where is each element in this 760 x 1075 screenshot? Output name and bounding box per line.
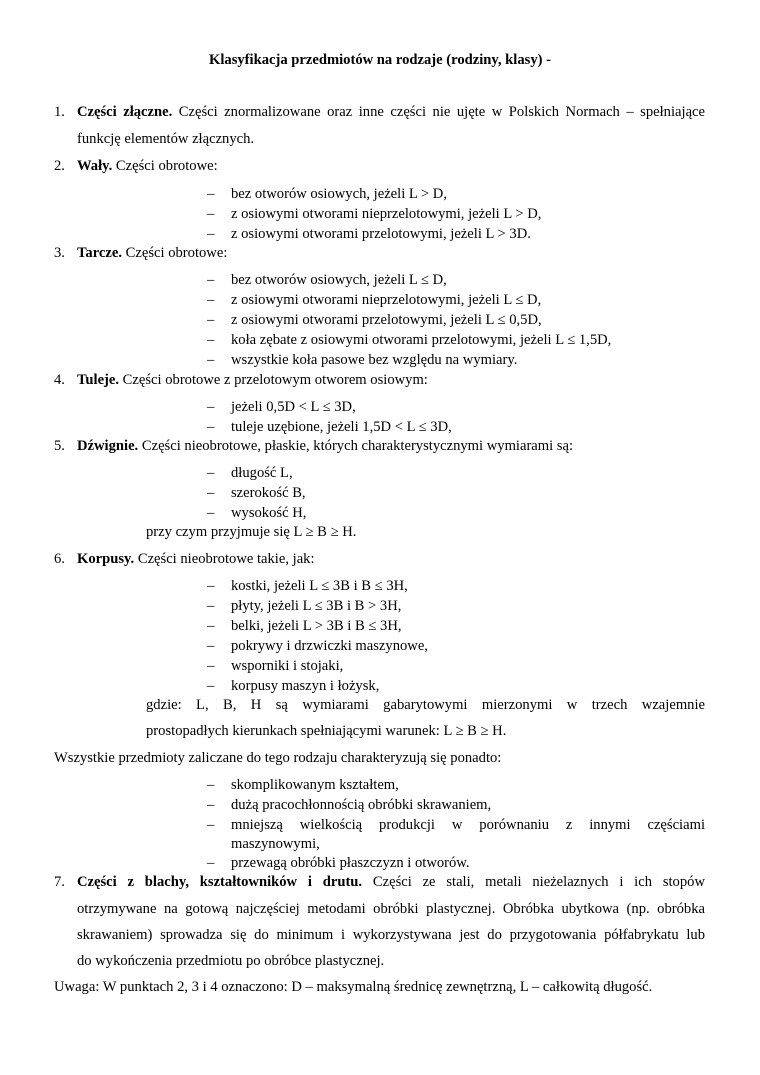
general-intro: Wszystkie przedmioty zaliczane do tego rodzaju charakteryzują się ponadto: [54,750,502,766]
section-7-line-4: do wykończenia przedmiotu po obróbce plastycznej. [77,953,385,969]
section-4-text: Części obrotowe z przelotowym otworem osiowym: [119,372,428,388]
section-2-text: Części obrotowe: [112,158,218,174]
bullet-dash: – [207,352,215,368]
bullet-dash: – [207,598,215,614]
list-item: bez otworów osiowych, jeżeli L ≤ D, [231,272,447,288]
section-6-line [77,551,315,568]
bullet-dash: – [207,505,215,521]
list-item: szerokość B, [231,485,306,501]
section-3-number: 3. [54,245,65,261]
section-5-heading: Dźwignie. [77,438,139,454]
bullet-dash: – [207,226,215,242]
list-item: płyty, jeżeli L ≤ 3B i B > 3H, [231,598,402,614]
section-1-text: Części znormalizowane oraz inne części nie ujęte w Polskich Normach – spełniające [172,104,705,120]
bullet-dash: – [207,272,215,288]
section-5-note: przy czym przyjmuje się L ≥ B ≥ H. [146,524,357,540]
list-item: tuleje uzębione, jeżeli 1,5D < L ≤ 3D, [231,419,452,435]
list-item: z osiowymi otworami przelotowymi, jeżeli L ≤ 0,5D, [231,312,542,328]
section-7-heading: Części z blachy, kształtowników i drutu. [77,874,363,890]
bullet-dash: – [207,817,215,833]
list-item: pokrywy i drzwiczki maszynowe, [231,638,428,654]
bullet-dash: – [207,678,215,694]
bullet-dash: – [207,399,215,415]
bullet-dash: – [207,332,215,348]
bullet-dash: – [207,618,215,634]
bullet-dash: – [207,777,215,793]
section-7-line-2: otrzymywane na gotową najczęściej metodami obróbki plastycznej. Obróbka ubytkowa (np. obróbka [77,901,705,917]
section-7-number: 7. [54,874,65,890]
list-item: wsporniki i stojaki, [231,658,344,674]
section-2-line [77,158,218,175]
section-5-line [77,438,573,455]
list-item: z osiowymi otworami przelotowymi, jeżeli L > 3D. [231,226,531,242]
bullet-dash: – [207,206,215,222]
list-item: mniejszą wielkością produkcji w porównaniu z innymi częściami [231,817,705,833]
section-6-number: 6. [54,551,65,567]
section-3-line [77,245,227,262]
section-7-line-1 [77,874,705,891]
remark: Uwaga: W punktach 2, 3 i 4 oznaczono: D – maksymalną średnicę zewnętrzną, L – całkowitą długość. [54,979,653,995]
section-7-line-3: skrawaniem) sprowadza się do minimum i wykorzystywana jest do przygotowania półfabrykatu lub [77,927,705,943]
section-1-number: 1. [54,104,65,120]
section-2-heading: Wały. [77,158,113,174]
list-item: przewagą obróbki płaszczyzn i otworów. [231,855,470,871]
bullet-dash: – [207,485,215,501]
list-item: wszystkie koła pasowe bez względu na wymiary. [231,352,518,368]
bullet-dash: – [207,658,215,674]
list-item-continuation: maszynowymi, [231,836,320,852]
section-6-note-line-1: gdzie: L, B, H są wymiarami gabarytowymi mierzonymi w trzech wzajemnie [146,697,705,713]
bullet-dash: – [207,419,215,435]
list-item: dużą pracochłonnością obróbki skrawaniem, [231,797,492,813]
section-6-note-line-2: prostopadłych kierunkach spełniającymi warunek: L ≥ B ≥ H. [146,723,507,739]
bullet-dash: – [207,797,215,813]
document-title: Klasyfikacja przedmiotów na rodzaje (rodziny, klasy) - [209,52,551,68]
bullet-dash: – [207,292,215,308]
list-item: koła zębate z osiowymi otworami przelotowymi, jeżeli L ≤ 1,5D, [231,332,612,348]
section-3-text: Części obrotowe: [122,245,228,261]
bullet-dash: – [207,312,215,328]
list-item: z osiowymi otworami nieprzelotowymi, jeżeli L ≤ D, [231,292,542,308]
section-1-line-2: funkcję elementów złącznych. [77,131,255,147]
list-item: długość L, [231,465,293,481]
section-4-number: 4. [54,372,65,388]
list-item: jeżeli 0,5D < L ≤ 3D, [231,399,356,415]
section-4-line [77,372,428,389]
section-7-text: Części ze stali, metali nieżelaznych i ich stopów [362,874,705,890]
list-item: wysokość H, [231,505,307,521]
section-5-text: Części nieobrotowe, płaskie, których charakterystycznymi wymiarami są: [138,438,574,454]
section-5-number: 5. [54,438,65,454]
list-item: bez otworów osiowych, jeżeli L > D, [231,186,447,202]
list-item: skomplikowanym kształtem, [231,777,399,793]
section-2-number: 2. [54,158,65,174]
list-item: belki, jeżeli L > 3B i B ≤ 3H, [231,618,402,634]
list-item: korpusy maszyn i łożysk, [231,678,380,694]
list-item: z osiowymi otworami nieprzelotowymi, jeżeli L > D, [231,206,542,222]
section-1-heading: Części złączne. [77,104,173,120]
bullet-dash: – [207,855,215,871]
section-6-text: Części nieobrotowe takie, jak: [134,551,315,567]
bullet-dash: – [207,465,215,481]
section-6-heading: Korpusy. [77,551,135,567]
bullet-dash: – [207,186,215,202]
list-item: kostki, jeżeli L ≤ 3B i B ≤ 3H, [231,578,408,594]
section-4-heading: Tuleje. [77,372,120,388]
section-1-line-1 [77,104,705,121]
section-3-heading: Tarcze. [77,245,122,261]
bullet-dash: – [207,578,215,594]
bullet-dash: – [207,638,215,654]
